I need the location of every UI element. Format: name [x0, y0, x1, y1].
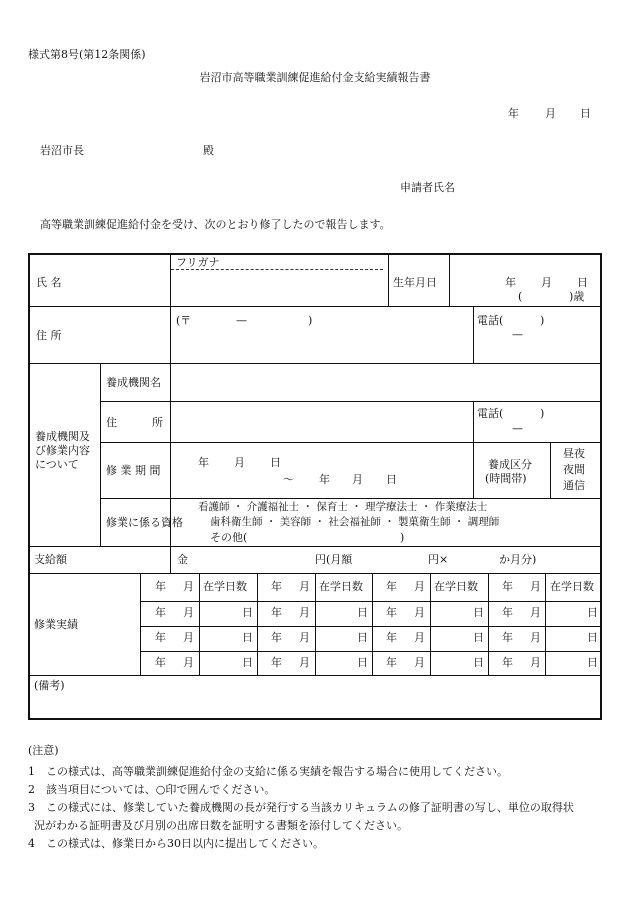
study-period-label: 修 業 期 間: [106, 464, 161, 477]
training-type-option-1: 昼夜: [563, 447, 585, 460]
payment-kin: 金: [177, 553, 188, 566]
period-start-month: 月: [234, 456, 245, 469]
qualification-line1: 看護師 ・ 介護福祉士 ・ 保育士 ・ 理学療法士 ・ 作業療法士: [198, 501, 488, 513]
att-r2-c3-month: 月: [414, 606, 425, 619]
note-4-text: この様式は、修業日から30日以内に提出してください。: [46, 837, 324, 850]
note-4-num: 4: [28, 837, 35, 850]
att-r3-c3-days: 日: [473, 631, 484, 644]
date-day: 日: [580, 107, 591, 120]
applicant-label: 申請者氏名: [400, 181, 455, 194]
qualification-line2: 歯科衛生師 ・ 美容師 ・ 社会福祉師 ・ 製菓衛生師 ・ 調理師: [210, 516, 500, 528]
att-r4-c3-days: 日: [473, 656, 484, 669]
note-3-num: 3: [28, 801, 35, 814]
institution-name-label: 養成機関名: [106, 376, 161, 389]
institution-section-line2: び修業内容: [35, 444, 90, 457]
date-month: 月: [545, 107, 556, 120]
payment-months: か月分): [499, 553, 537, 566]
payment-yen-monthly: 円(月額: [315, 553, 353, 566]
att-r4-c1-days: 日: [242, 656, 253, 669]
att-r3-c3-month: 月: [414, 631, 425, 644]
att-r2-c1-year: 年: [155, 606, 166, 619]
age-close: )歳: [569, 290, 585, 303]
note-1-text: この様式は、高等職業訓練促進給付金の支給に係る実績を報告する場合に使用してください。: [46, 765, 508, 778]
att-r1-c3-month: 月: [414, 580, 425, 593]
att-r2-c1-days: 日: [242, 606, 253, 619]
addressee-honorific: 殿: [203, 144, 214, 157]
att-r3-c1-month: 月: [183, 631, 194, 644]
att-r1-c3-days-header: 在学日数: [434, 580, 478, 593]
inst-address-label-2: 所: [152, 416, 163, 429]
att-r4-c4-year: 年: [502, 656, 513, 669]
att-r4-c3-year: 年: [386, 656, 397, 669]
report-form: [28, 253, 602, 720]
period-end-month: 月: [352, 473, 363, 486]
birth-label: 生年月日: [393, 276, 437, 289]
att-r4-c1-year: 年: [155, 656, 166, 669]
att-r3-c4-month: 月: [530, 631, 541, 644]
institution-section-line3: について: [35, 458, 79, 471]
phone-close: ): [540, 314, 545, 327]
payment-label: 支給額: [34, 553, 67, 566]
att-r2-c1-month: 月: [183, 606, 194, 619]
att-r2-c2-year: 年: [271, 606, 282, 619]
att-r3-c1-days: 日: [242, 631, 253, 644]
note-3b-text: 況がわかる証明書及び月別の出席日数を証明する書類を添付してください。: [34, 819, 408, 832]
att-r2-c4-days: 日: [587, 606, 598, 619]
payment-yen-times: 円×: [428, 553, 449, 566]
att-r4-c1-month: 月: [183, 656, 194, 669]
att-r1-c2-days-header: 在学日数: [319, 580, 363, 593]
att-r4-c2-month: 月: [299, 656, 310, 669]
att-r1-c2-month: 月: [299, 580, 310, 593]
att-r2-c4-year: 年: [502, 606, 513, 619]
postal-dash: —: [236, 314, 247, 327]
age-open: (: [518, 290, 523, 303]
phone-label: 電話(: [477, 314, 504, 327]
notes-title: (注意): [28, 744, 59, 757]
addressee: 岩沼市長: [40, 144, 84, 157]
att-r4-c2-days: 日: [357, 656, 368, 669]
postal-close: ): [308, 314, 313, 327]
inst-address-label-1: 住: [106, 416, 117, 429]
period-start-year: 年: [198, 456, 209, 469]
att-r4-c2-year: 年: [271, 656, 282, 669]
period-end-day: 日: [386, 473, 397, 486]
att-r2-c2-month: 月: [299, 606, 310, 619]
training-type-label-1: 養成区分: [488, 458, 532, 471]
intro-text: 高等職業訓練促進給付金を受け、次のとおり修了したので報告します。: [40, 218, 391, 231]
att-r3-c4-days: 日: [587, 631, 598, 644]
document-title: 岩沼市高等職業訓練促進給付金支給実績報告書: [199, 71, 431, 84]
birth-year: 年: [505, 276, 516, 289]
att-r3-c3-year: 年: [386, 631, 397, 644]
att-r1-c2-year: 年: [271, 580, 282, 593]
note-3-text: この様式には、修業していた養成機関の長が発行する当該カリキュラムの修了証明書の写し、単位の取得状: [46, 801, 574, 814]
training-type-label-2: (時間帯): [485, 472, 527, 485]
att-r2-c3-days: 日: [473, 606, 484, 619]
qualification-other-close: ): [400, 531, 405, 544]
att-r3-c1-year: 年: [155, 631, 166, 644]
qualification-other: その他(: [210, 531, 248, 544]
training-type-option-2: 夜間: [563, 463, 585, 476]
date-year: 年: [508, 107, 519, 120]
period-start-day: 日: [270, 456, 281, 469]
inst-phone-label: 電話(: [477, 407, 504, 420]
att-r1-c1-days-header: 在学日数: [203, 580, 247, 593]
phone-dash: —: [512, 328, 523, 341]
period-end-year: 年: [319, 473, 330, 486]
note-2-num: 2: [28, 783, 35, 796]
att-r3-c2-month: 月: [299, 631, 310, 644]
birth-day: 日: [577, 276, 588, 289]
att-r2-c3-year: 年: [386, 606, 397, 619]
note-1-num: 1: [28, 765, 35, 778]
attendance-label: 修業実績: [34, 618, 78, 631]
institution-section-line1: 養成機関及: [35, 430, 90, 443]
name-label: 氏 名: [36, 276, 62, 289]
att-r3-c2-days: 日: [357, 631, 368, 644]
att-r1-c4-month: 月: [530, 580, 541, 593]
period-tilde: ～: [283, 473, 294, 486]
training-type-option-3: 通信: [563, 479, 585, 492]
note-2-text: 該当項目については、○印で囲んでください。: [46, 783, 276, 796]
birth-month: 月: [541, 276, 552, 289]
address-label: 住 所: [36, 329, 62, 342]
att-r4-c4-days: 日: [587, 656, 598, 669]
furigana-label: フリガナ: [176, 256, 220, 269]
att-r3-c2-year: 年: [271, 631, 282, 644]
att-r4-c4-month: 月: [530, 656, 541, 669]
remarks-label: (備考): [34, 679, 65, 692]
att-r2-c4-month: 月: [530, 606, 541, 619]
att-r1-c1-year: 年: [155, 580, 166, 593]
postal-open: (〒: [176, 314, 192, 327]
att-r1-c4-days-header: 在学日数: [550, 580, 594, 593]
att-r1-c4-year: 年: [502, 580, 513, 593]
att-r1-c1-month: 月: [183, 580, 194, 593]
att-r1-c3-year: 年: [386, 580, 397, 593]
inst-phone-close: ): [540, 407, 545, 420]
att-r3-c4-year: 年: [502, 631, 513, 644]
inst-phone-dash: —: [512, 422, 523, 435]
att-r2-c2-days: 日: [357, 606, 368, 619]
qualification-label: 修業に係る資格: [106, 516, 183, 529]
form-number: 様式第8号(第12条関係): [28, 48, 146, 61]
att-r4-c3-month: 月: [414, 656, 425, 669]
